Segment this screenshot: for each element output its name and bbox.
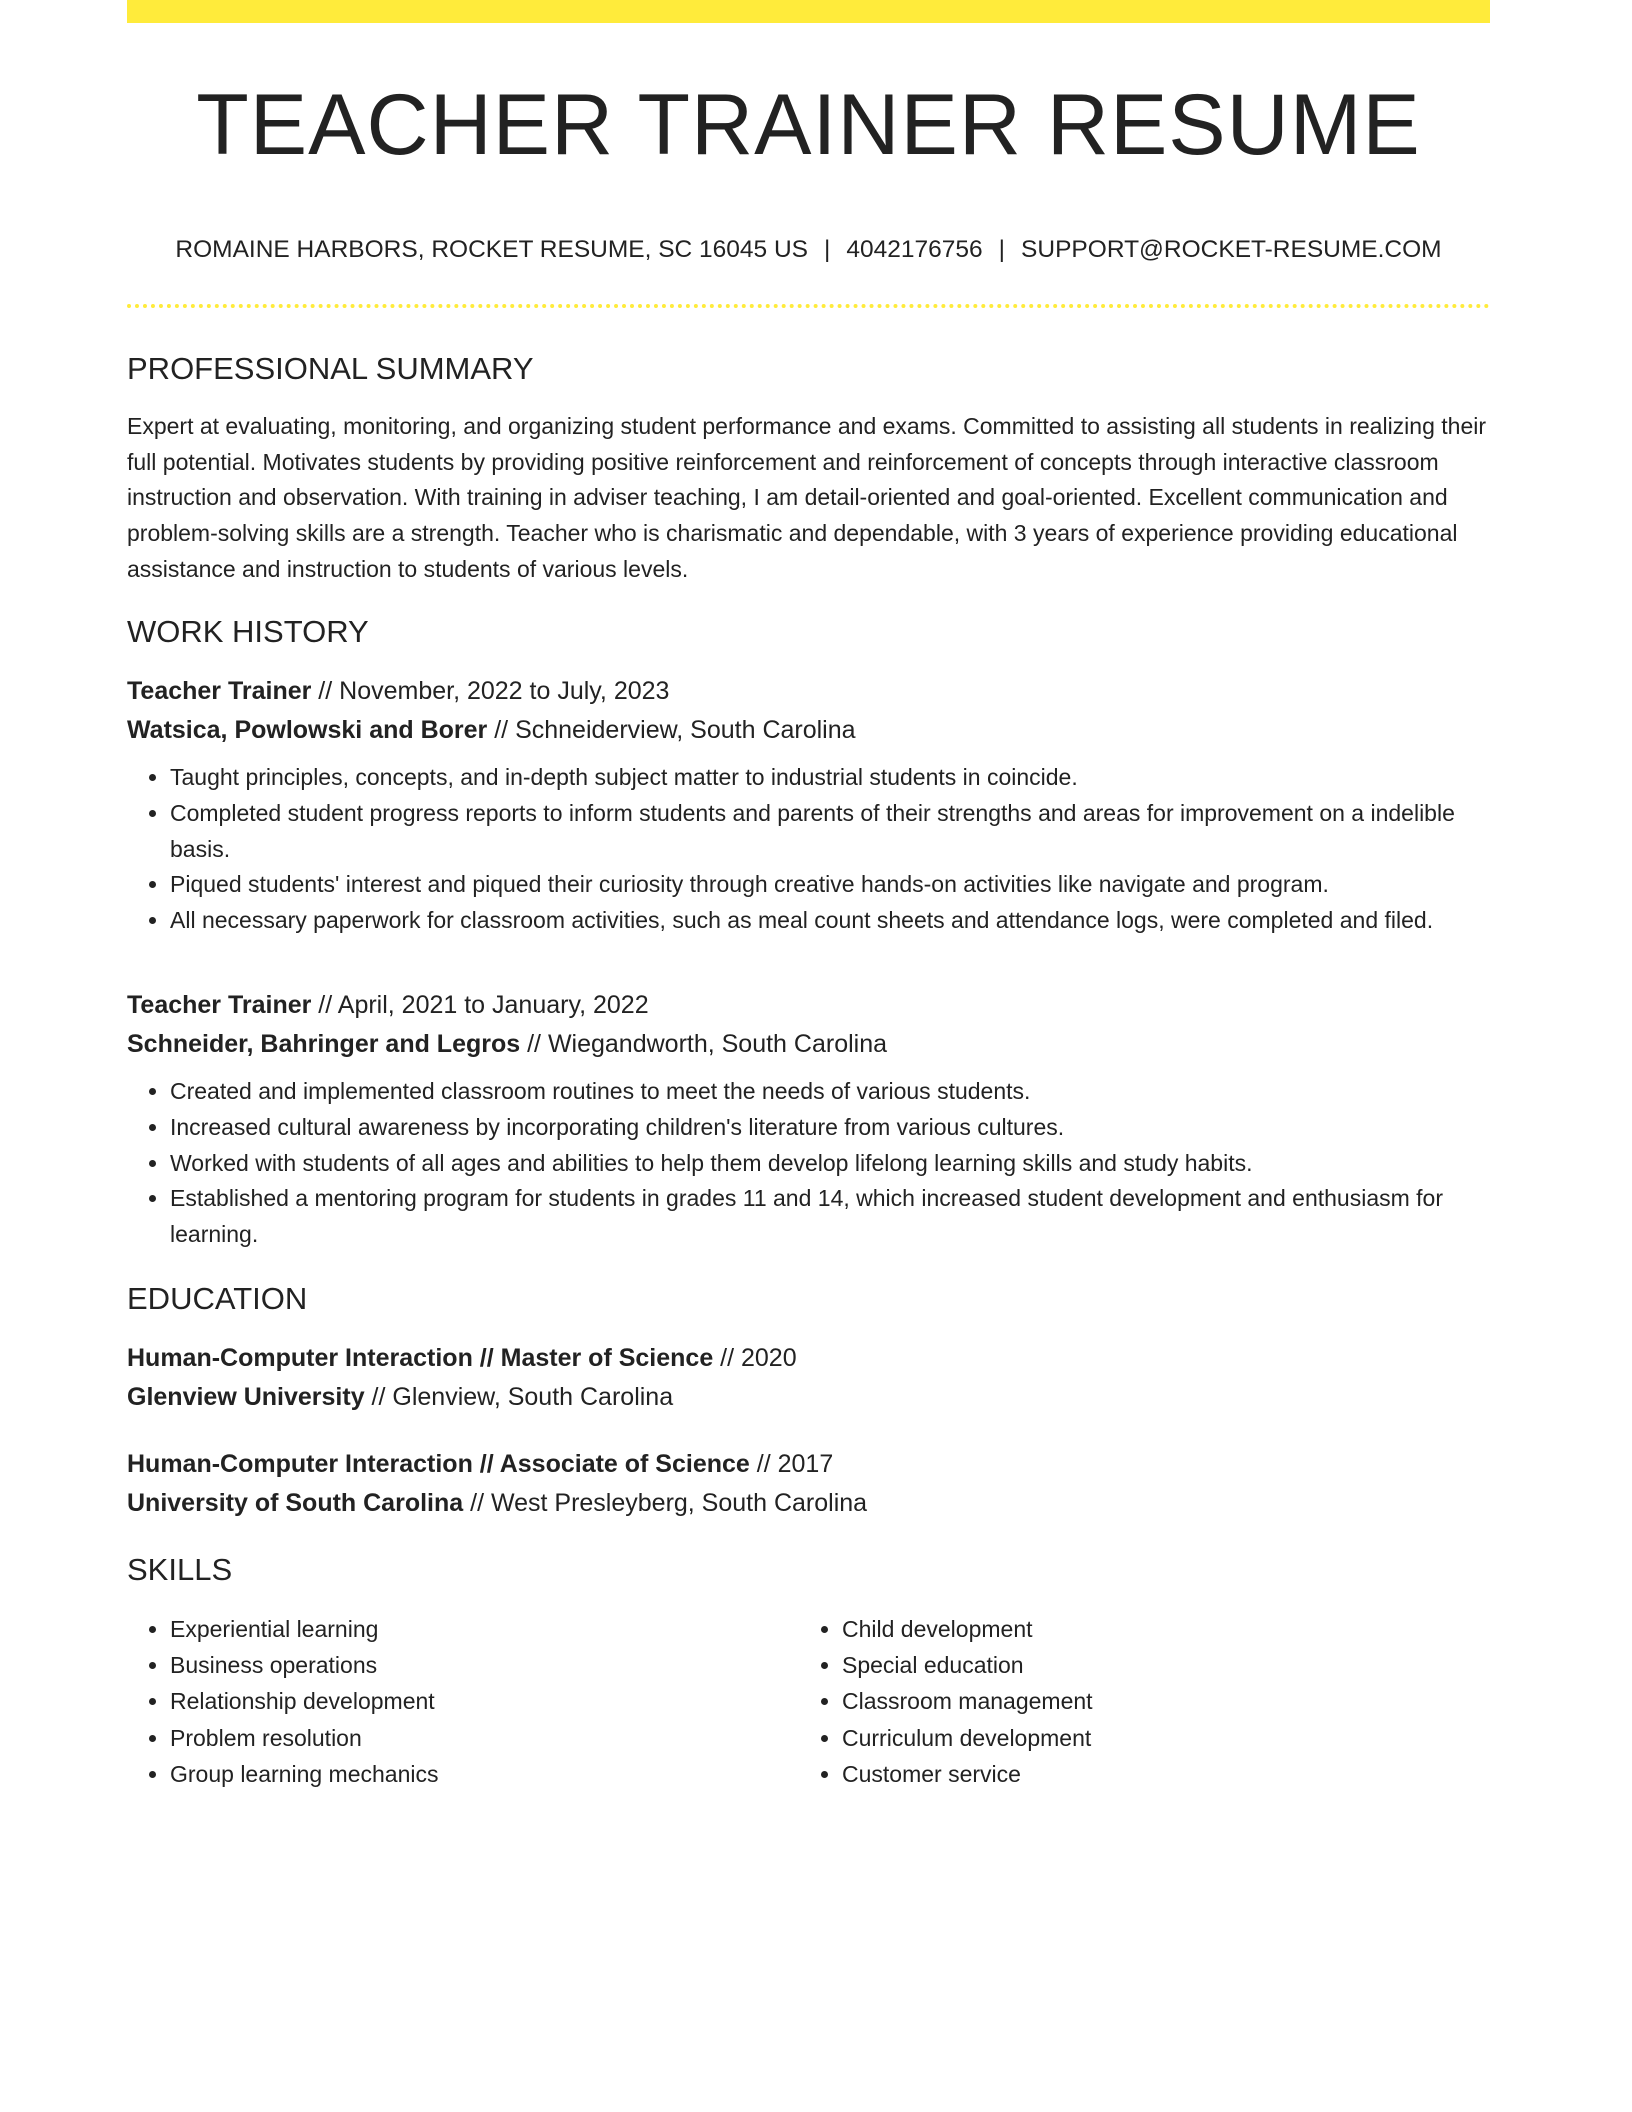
degree-year: // 2020 xyxy=(713,1344,797,1373)
skill-item: • Relationship development xyxy=(170,1683,799,1719)
job-entry xyxy=(127,672,1490,938)
job-bullet: • Created and implemented classroom routines to meet the needs of various students. xyxy=(170,1074,1490,1110)
job-location: // Wiegandworth, South Carolina xyxy=(520,1030,888,1059)
summary-section xyxy=(127,350,1490,587)
degree-year: // 2017 xyxy=(749,1450,834,1479)
header-divider xyxy=(127,304,1490,308)
contact-phone: 4042176756 xyxy=(846,236,983,263)
job-bullet: • Worked with students of all ages and abilities to help them develop lifelong learning skills and study habits. xyxy=(170,1146,1490,1182)
work-history-section xyxy=(127,613,1490,1252)
school-location: // West Presleyberg, South Carolina xyxy=(463,1489,868,1518)
education-entry xyxy=(127,1339,1490,1417)
job-dates: // April, 2021 to January, 2022 xyxy=(311,991,649,1020)
job-title-line xyxy=(127,986,1490,1025)
job-entry xyxy=(127,986,1490,1252)
job-bullets xyxy=(127,760,1490,938)
job-company-line xyxy=(127,1025,1490,1064)
job-title: Teacher Trainer xyxy=(127,677,312,706)
job-location: // Schneiderview, South Carolina xyxy=(487,716,856,745)
school-line xyxy=(127,1484,1490,1523)
job-bullet: • Established a mentoring program for students in grades 11 and 14, which increased student development and enthusiasm for learning. xyxy=(170,1181,1490,1252)
job-company-line xyxy=(127,711,1490,750)
school-line xyxy=(127,1378,1490,1417)
contact-address: ROMAINE HARBORS, ROCKET RESUME, SC 16045 US xyxy=(175,236,809,263)
work-history-heading: WORK HISTORY xyxy=(127,614,369,650)
job-bullet: • Increased cultural awareness by incorporating children's literature from various cultures. xyxy=(170,1110,1490,1146)
school-location: // Glenview, South Carolina xyxy=(364,1383,674,1412)
job-title-line xyxy=(127,672,1490,711)
summary-heading: PROFESSIONAL SUMMARY xyxy=(127,351,534,386)
skills-list-left xyxy=(127,1611,799,1792)
contact-separator: | xyxy=(998,236,1006,263)
resume-content xyxy=(127,350,1490,1792)
skill-item: • Special education xyxy=(842,1647,1471,1683)
degree-line xyxy=(127,1339,1490,1378)
job-company: Schneider, Bahringer and Legros xyxy=(127,1030,521,1059)
skills-section xyxy=(127,1551,1490,1792)
skill-item: • Business operations xyxy=(170,1647,799,1683)
skill-item: • Problem resolution xyxy=(170,1720,799,1756)
job-bullets xyxy=(127,1074,1490,1252)
contact-line xyxy=(127,236,1490,264)
degree: Human-Computer Interaction // Master of Science xyxy=(127,1344,714,1373)
education-heading: EDUCATION xyxy=(127,1281,308,1317)
job-bullet: • Piqued students' interest and piqued their curiosity through creative hands-on activities like navigate and program. xyxy=(170,867,1490,903)
education-section xyxy=(127,1280,1490,1523)
job-title: Teacher Trainer xyxy=(127,991,312,1020)
degree: Human-Computer Interaction // Associate of Science xyxy=(127,1450,750,1479)
job-bullet: • All necessary paperwork for classroom activities, such as meal count sheets and attendance logs, were completed and filed. xyxy=(170,903,1490,939)
resume-title: TEACHER TRAINER RESUME xyxy=(196,77,1421,173)
degree-line xyxy=(127,1445,1490,1484)
skill-item: • Curriculum development xyxy=(842,1720,1471,1756)
job-bullet: • Taught principles, concepts, and in-depth subject matter to industrial students in coincide. xyxy=(170,760,1490,796)
job-dates: // November, 2022 to July, 2023 xyxy=(311,677,670,706)
job-company: Watsica, Powlowski and Borer xyxy=(127,716,488,745)
skill-item: • Experiential learning xyxy=(170,1611,799,1647)
top-accent-bar xyxy=(127,0,1490,23)
contact-email: SUPPORT@ROCKET-RESUME.COM xyxy=(1021,236,1442,263)
school: University of South Carolina xyxy=(127,1489,464,1518)
contact-separator: | xyxy=(824,236,831,263)
skills-list-right xyxy=(799,1611,1471,1792)
skill-item: • Child development xyxy=(842,1611,1471,1647)
education-entry xyxy=(127,1445,1490,1523)
skills-heading: SKILLS xyxy=(127,1552,233,1588)
skill-item: • Group learning mechanics xyxy=(170,1756,799,1792)
job-bullet: • Completed student progress reports to inform students and parents of their strengths and areas for improvement on a indelible basis. xyxy=(170,796,1490,867)
summary-text: Expert at evaluating, monitoring, and organizing student performance and exams. Committed to assisting all students in realizing their full potential. Motivates students by providing positive reinforcement and reinforcement of concepts through interactive classroom instruction and observation. With training in adviser teaching, I am detail-oriented and goal-oriented. Excellent communication and problem-solving skills are a strength. Teacher who is charismatic and dependable, with 3 years of experience providing educational assistance and instruction to students of various levels. xyxy=(127,413,1486,582)
skill-item: • Customer service xyxy=(842,1756,1471,1792)
skills-columns xyxy=(127,1611,1490,1792)
school: Glenview University xyxy=(127,1383,365,1412)
skill-item: • Classroom management xyxy=(842,1683,1471,1719)
